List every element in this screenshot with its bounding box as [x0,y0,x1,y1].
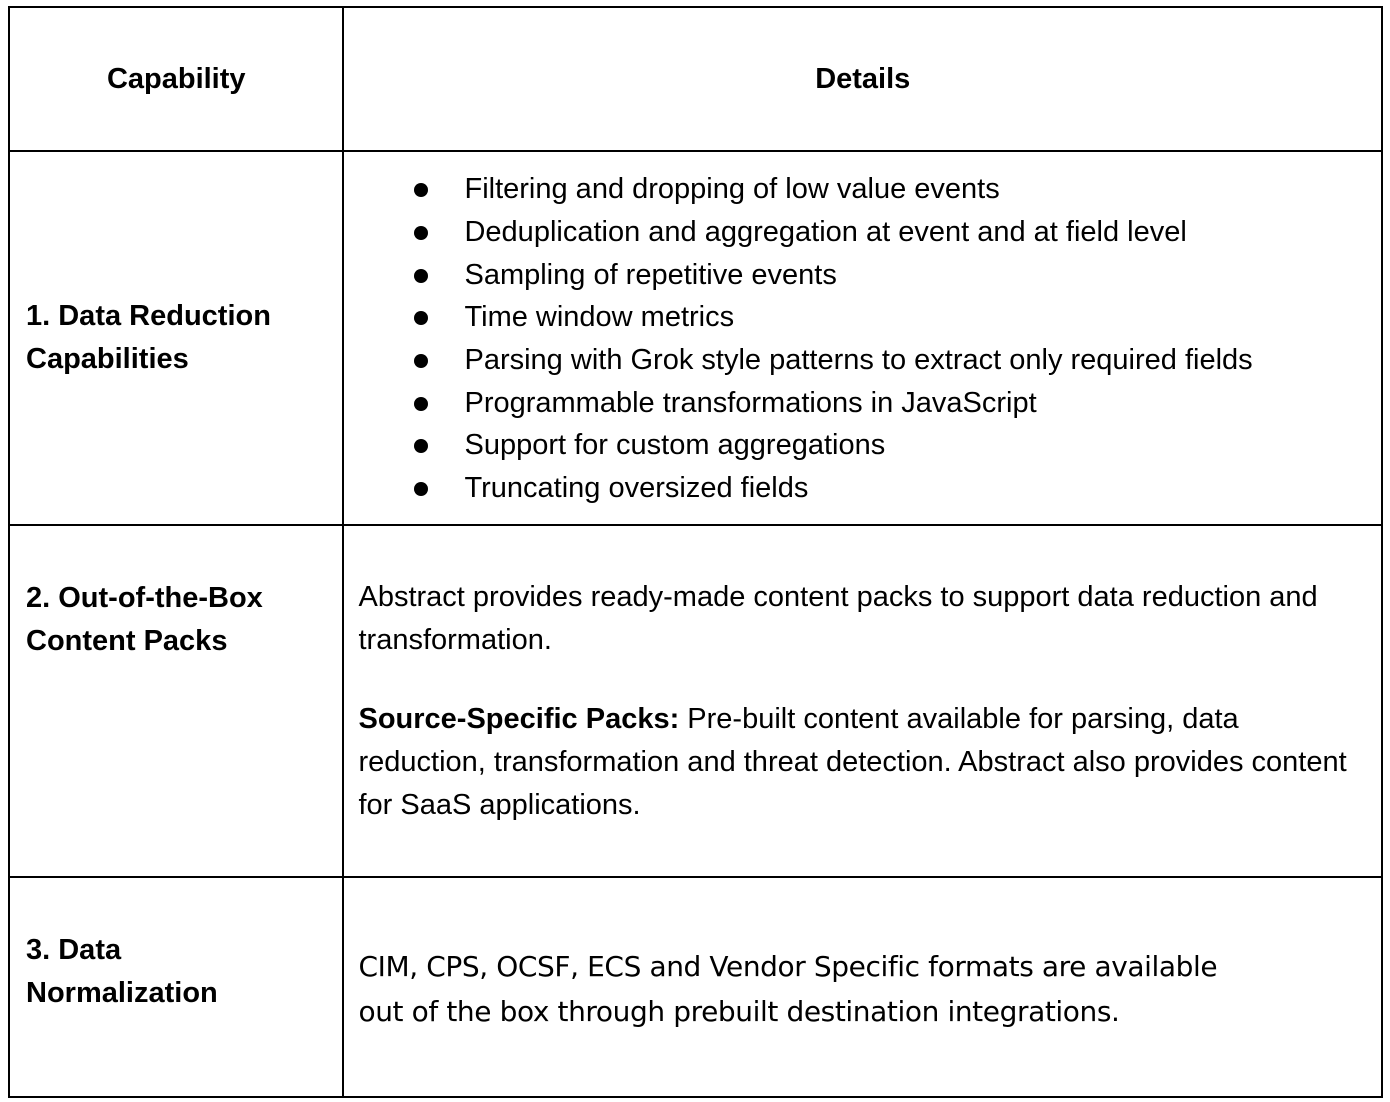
bullet-icon [414,183,428,197]
details-cell [343,525,1382,877]
capabilities-table [8,6,1383,1098]
details-cell [343,877,1382,1097]
list-item-text: Filtering and dropping of low value events [464,173,1000,206]
list-item [344,424,1381,467]
table-header-row [9,7,1382,151]
capability-line: 2. Out-of-the-Box [26,582,263,614]
table-row-content-packs [9,525,1382,877]
bullet-icon [414,311,428,325]
source-specific-label: Source-Specific Packs: [358,703,680,735]
table-row-data-reduction [9,151,1382,525]
list-item [344,254,1381,297]
bullet-icon [414,226,428,240]
bullet-icon [414,269,428,283]
list-item-text: Support for custom aggregations [464,429,886,462]
list-item [344,296,1381,339]
list-item [344,467,1381,510]
capability-line: Normalization [26,977,218,1009]
bullet-icon [414,439,428,453]
list-item [344,382,1381,425]
list-item [344,168,1381,211]
header-capability: Capability [9,7,343,151]
list-item [344,339,1381,382]
header-details: Details [343,7,1382,151]
list-item [344,211,1381,254]
capability-cell [9,151,343,525]
capability-cell [9,525,343,877]
list-item-text: Parsing with Grok style patterns to extract only required fields [464,344,1253,376]
intro-paragraph: Abstract provides ready-made content packs to support data reduction and transformation. [358,581,1318,656]
bullet-icon [414,397,428,411]
capability-line: 3. Data [26,934,122,966]
bullet-list [344,152,1381,524]
capability-cell [9,877,343,1097]
list-item-text: Programmable transformations in JavaScript [464,386,1037,419]
capability-line: 1. Data Reduction [26,300,271,332]
details-cell [343,151,1382,525]
capability-line: Content Packs [26,625,228,657]
list-item-text: Deduplication and aggregation at event and at field level [464,215,1187,248]
details-line: CIM, CPS, OCSF, ECS and Vendor Specific formats are available [358,950,1218,983]
bullet-icon [414,354,428,368]
details-line: out of the box through prebuilt destination integrations. [358,995,1120,1028]
list-item-text: Sampling of repetitive events [464,258,837,291]
source-specific-text: Pre-built content available for parsing, data reduction, transformation and threat detection. Abstract also provides content for SaaS applications. [358,703,1347,821]
list-item-text: Time window metrics [464,301,735,334]
capability-line: Capabilities [26,343,189,375]
list-item-text: Truncating oversized fields [464,472,809,505]
source-specific-paragraph [358,698,1367,827]
table-row-normalization [9,877,1382,1097]
bullet-icon [414,482,428,496]
